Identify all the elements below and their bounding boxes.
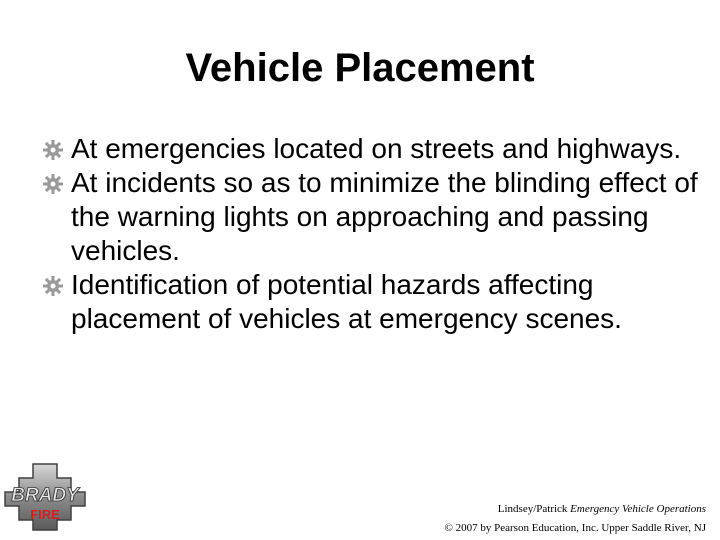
- footer-author: Lindsey/Patrick: [497, 503, 568, 515]
- slide-title: Vehicle Placement: [185, 46, 535, 90]
- footer-citation: [445, 500, 706, 538]
- gear-bullet-icon: [42, 275, 64, 297]
- bullet-list: [38, 132, 698, 336]
- bullet-text: At incidents so as to minimize the blinding effect of the warning lights on approaching and passing vehicles.: [71, 167, 698, 266]
- logo-word-fire: FIRE: [30, 507, 60, 522]
- bullet-text: Identification of potential hazards affecting placement of vehicles at emergency scenes.: [71, 269, 622, 334]
- bullet-item: [38, 268, 698, 336]
- footer-copyright: © 2007 by Pearson Education, Inc. Upper Saddle River, NJ: [444, 522, 706, 534]
- footer-line-1: [445, 500, 706, 519]
- footer-book-title: Emergency Vehicle Operations: [570, 503, 706, 515]
- gear-bullet-icon: [42, 139, 64, 161]
- bullet-item: [38, 166, 698, 268]
- bullet-item: [38, 132, 698, 166]
- brady-fire-logo-icon: [3, 462, 87, 532]
- logo-word-brady: BRADY: [11, 485, 79, 506]
- bullet-text: At emergencies located on streets and highways.: [71, 133, 682, 164]
- gear-bullet-icon: [42, 173, 64, 195]
